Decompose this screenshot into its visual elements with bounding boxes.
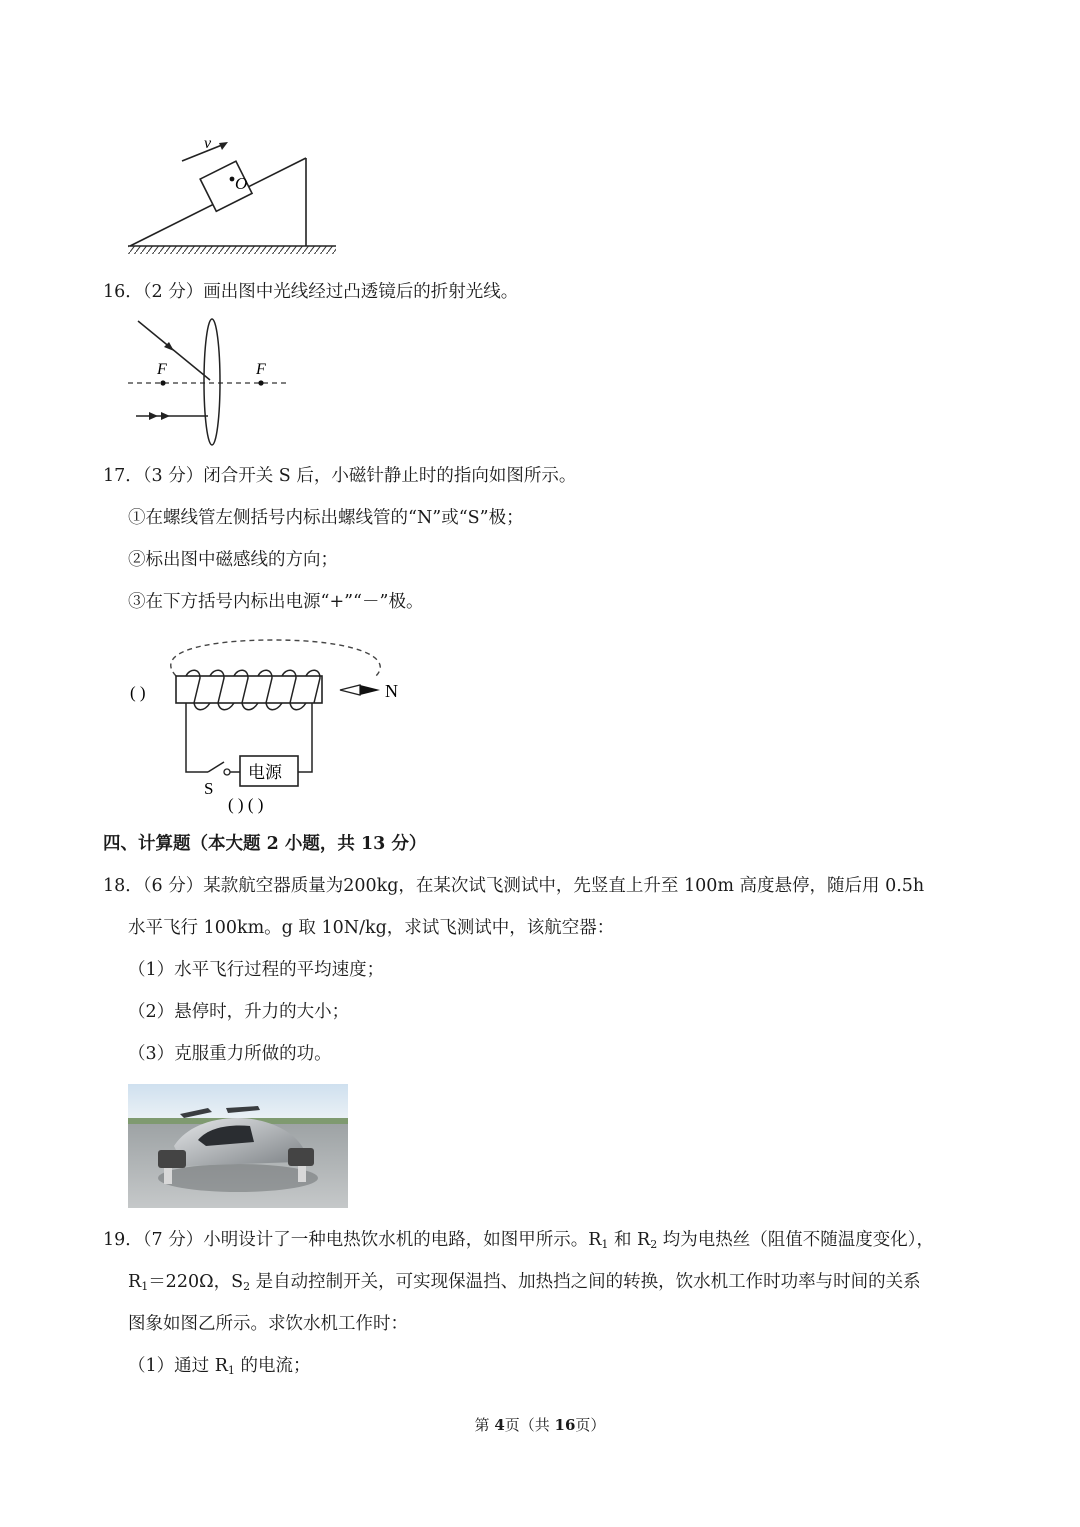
question-17-sub2: ②标出图中磁感线的方向； xyxy=(128,550,338,570)
current-page: 4 xyxy=(494,1416,505,1434)
parallel-ray-arrowhead-2 xyxy=(161,412,170,420)
question-18-sub3: （3）克服重力所做的功。 xyxy=(128,1044,332,1064)
question-17-sub1: ①在螺线管左侧括号内标出螺线管的“N”或“S”极； xyxy=(128,508,524,528)
left-focus-point xyxy=(160,380,165,385)
parallel-ray-arrowhead xyxy=(149,412,158,420)
right-wire xyxy=(298,703,312,772)
question-18-sub2: （2）悬停时，升力的大小； xyxy=(128,1002,350,1022)
question-18-line1: 18．（6 分）某款航空器质量为200kg，在某次试飞测试中，先竖直上升至 100m 高度悬停，随后用 0.5h xyxy=(103,876,925,896)
incline-figure xyxy=(124,132,340,266)
left-pole-paren: ( ) xyxy=(130,683,146,702)
aircraft-photo xyxy=(128,1084,348,1208)
compass-needle xyxy=(340,685,380,695)
power-source-label: 电源 xyxy=(248,763,282,782)
switch-s-label: S xyxy=(204,779,214,798)
convex-lens xyxy=(204,319,220,445)
question-17: 17．（3 分）闭合开关 S 后，小磁针静止时的指向如图所示。 xyxy=(103,466,577,486)
incident-ray-oblique xyxy=(138,321,210,380)
question-19-line1: 19．（7 分）小明设计了一种电热饮水机的电路，如图甲所示。$R_1$ 和 $R_2$ 均为电热丝（阻值不随温度变化）， xyxy=(103,1230,935,1251)
o-label: O xyxy=(235,174,248,193)
section-4-title: 四、计算题（本大题 2 小题，共 13 分） xyxy=(103,834,427,854)
solenoid-figure xyxy=(124,632,414,817)
question-16: 16．（2 分）画出图中光线经过凸透镜后的折射光线。 xyxy=(103,282,519,302)
question-19-sub1: （1）通过 $R_1$ 的电流； xyxy=(128,1356,311,1377)
velocity-arrow xyxy=(182,145,222,161)
question-18-sub1: （1）水平飞行过程的平均速度； xyxy=(128,960,385,980)
needle-n-label: N xyxy=(385,681,398,701)
right-focus-point xyxy=(258,380,263,385)
page-footer: 第 4页（共 16页） xyxy=(474,1416,606,1434)
question-19-line3: 图象如图乙所示。求饮水机工作时： xyxy=(128,1314,408,1334)
center-point xyxy=(230,177,235,182)
right-focus-label: F xyxy=(256,361,266,378)
left-wire xyxy=(186,703,208,772)
lens-figure xyxy=(124,316,294,448)
source-poles-parens: ( ) ( ) xyxy=(228,795,264,814)
switch-contact xyxy=(224,769,230,775)
total-pages: 16 xyxy=(554,1416,576,1434)
magnetic-field-line xyxy=(171,640,381,676)
left-focus-label: F xyxy=(157,361,167,378)
ground-hatching xyxy=(128,246,336,254)
question-18-line2: 水平飞行 100km。g 取 10N/kg，求试飞测试中，该航空器： xyxy=(128,918,615,938)
question-19-line2: $R_1=220\Omega$，$S_2$ 是自动控制开关，可实现保温挡、加热挡之间的转换，饮水机工作时功率与时间的关系 xyxy=(128,1272,921,1293)
v-label: v xyxy=(204,135,212,152)
switch-lever xyxy=(208,762,224,772)
question-17-sub3: ③在下方括号内标出电源“+”“－”极。 xyxy=(128,592,424,612)
velocity-arrowhead xyxy=(219,142,228,150)
